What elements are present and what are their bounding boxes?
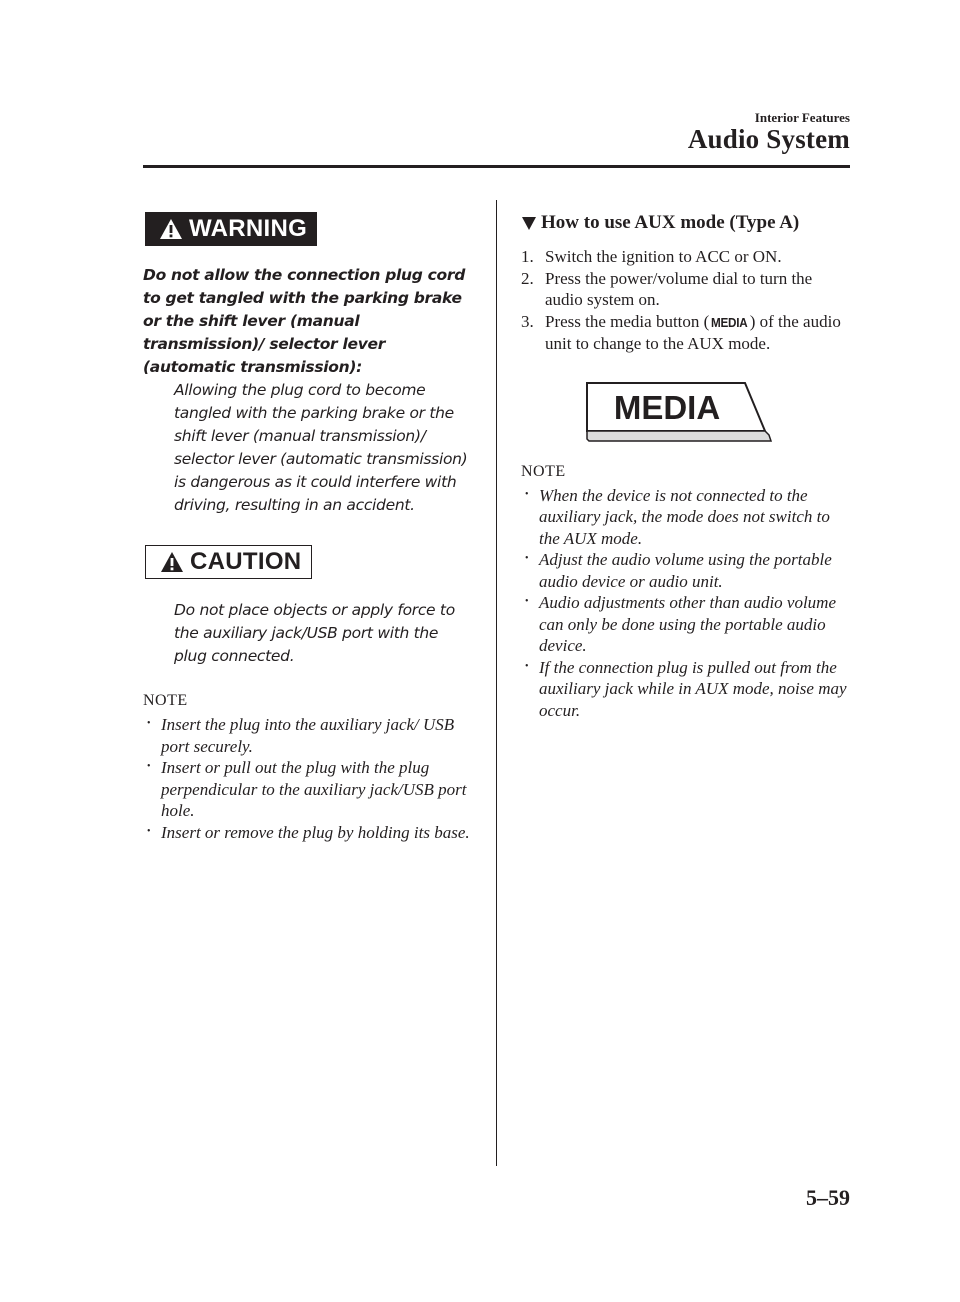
note-item: • If the connection plug is pulled out from the auxiliary jack while in AUX mode, noise may occur.: [521, 657, 851, 722]
step-item: [521, 268, 851, 311]
step-item: [521, 311, 851, 355]
caution-body: Do not place objects or apply force to the auxiliary jack/USB port with the plug connected.: [174, 601, 455, 665]
warning-triangle-icon: [159, 218, 183, 240]
note-item: • When the device is not connected to the auxiliary jack, the mode does not switch to the AUX mode.: [521, 485, 851, 550]
step-text: Switch the ignition to ACC or ON.: [545, 247, 782, 266]
warning-badge-label: WARNING: [189, 215, 308, 242]
warning-box: [143, 212, 473, 517]
warning-heading: Do not allow the connection plug cord to get tangled with the parking brake or the shift lever (manual transmission)/ selector lever (automatic transmission):: [143, 266, 466, 376]
note-item: • Insert the plug into the auxiliary jack/ USB port securely.: [143, 714, 473, 757]
note-label: NOTE: [143, 692, 188, 709]
section-heading-text: How to use AUX mode (Type A): [541, 212, 800, 233]
note-list: [521, 485, 851, 722]
caution-badge-label: CAUTION: [190, 548, 302, 575]
caution-badge: [145, 545, 312, 579]
step-number: 1.: [521, 247, 534, 266]
step-text-after: ) of the audio unit to change to the AUX mode.: [545, 311, 841, 353]
caution-triangle-icon: [160, 551, 184, 573]
note-label: NOTE: [521, 462, 566, 480]
caution-box: [143, 545, 473, 668]
step-text: Press the power/volume dial to turn the audio system on.: [545, 268, 813, 309]
note-list: [143, 714, 473, 843]
media-button-label: MEDIA: [613, 388, 721, 426]
step-number: 3.: [521, 311, 534, 331]
header-rule: [143, 165, 850, 168]
section-heading: [521, 212, 851, 234]
triangle-down-icon: [521, 216, 537, 231]
steps-list: [521, 246, 851, 355]
media-inline-icon: MEDIA: [711, 314, 748, 330]
note-item: • Adjust the audio volume using the portable audio device or audio unit.: [521, 549, 851, 592]
media-button-icon: [575, 377, 775, 449]
warning-body: Allowing the plug cord to become tangled with the parking brake or the shift lever (manual transmission)/ selector lever (automatic transmission) is dangerous as it could interfere with driving, resulting in an accident.: [174, 381, 468, 514]
left-column: [143, 212, 473, 843]
page-number: 5–59: [806, 1185, 850, 1210]
column-divider: [496, 200, 497, 1166]
media-button-illustration: [575, 377, 775, 449]
header-section-label: Interior Features: [754, 110, 850, 125]
note-item: • Insert or remove the plug by holding its base.: [143, 822, 473, 844]
warning-badge: [145, 212, 317, 246]
note-item: • Audio adjustments other than audio volume can only be done using the portable audio device.: [521, 592, 851, 657]
right-column: [521, 212, 851, 721]
step-text-before: Press the media button (: [545, 311, 710, 331]
step-item: [521, 246, 851, 268]
note-item: • Insert or pull out the plug with the plug perpendicular to the auxiliary jack/USB port hole.: [143, 757, 473, 822]
page-title: Audio System: [687, 124, 850, 154]
step-number: 2.: [521, 268, 534, 288]
